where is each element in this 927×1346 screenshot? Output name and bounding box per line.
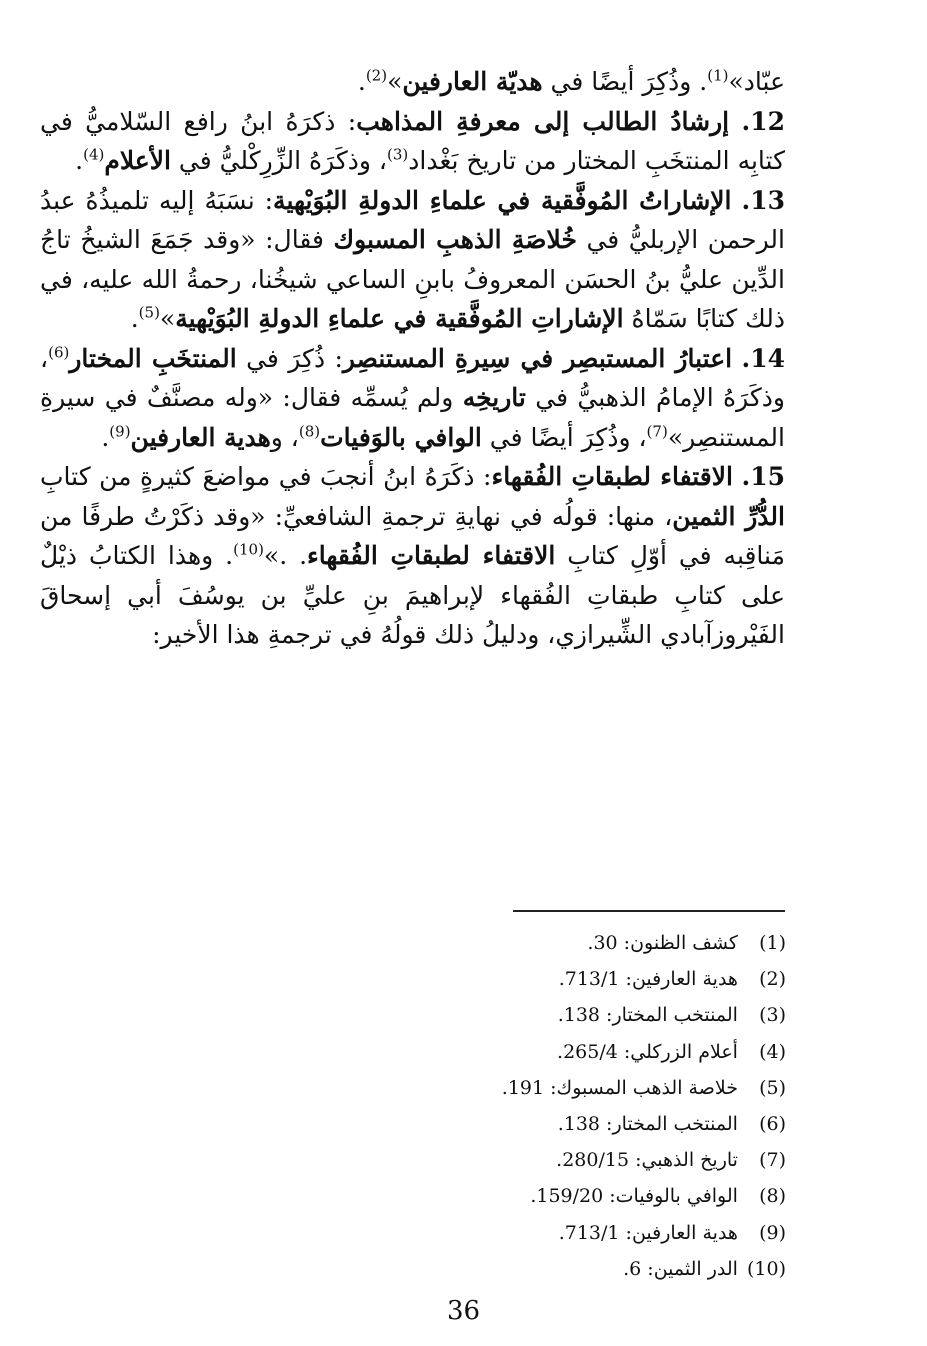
footnote-text: تاريخ الذهبي: 280/15. <box>556 1149 738 1172</box>
footnote-text: الدر الثمين: 6. <box>623 1257 738 1280</box>
footnote-number: (2) <box>759 968 786 991</box>
footnote-text: المنتخب المختار: 138. <box>557 1112 738 1135</box>
intro-text: » <box>387 67 403 96</box>
entry-text: فقال: «وقد جَمَعَ الشيخُ تاجُ الدِّين عليُّ بنُ الحسَن المعروفُ بابنِ الساعي شيخُنا، رحمةُ الله عليه، في ذلك كتابًا سَمّاهُ <box>40 225 785 333</box>
entry-number: 13. <box>741 185 785 215</box>
intro-text: . <box>357 67 366 96</box>
cited-title: المنتخَبِ المختار <box>69 343 237 373</box>
entry-text: ، منها: قولُه في نهايةِ ترجمةِ الشافعيِّ: «وقد ذكَرْتُ طرفًا من مَناقِبه في أوّلِ كتابِ <box>40 501 785 570</box>
cited-title: خُلاصَةِ الذهبِ المسبوك <box>333 225 577 254</box>
footnote-item <box>300 1218 786 1254</box>
page-number: 36 <box>446 1296 481 1326</box>
footnote-number: (10) <box>746 1257 786 1280</box>
footnotes-list <box>300 928 786 1290</box>
entry-text: . <box>130 304 139 333</box>
entry-text: » <box>159 304 176 333</box>
entry-text: ، و <box>270 422 299 452</box>
footnote-text: الوافي بالوفيات: 159/20. <box>530 1185 738 1208</box>
cited-title: الاقتفاء لطبقاتِ الفُقهاء <box>307 541 556 570</box>
entry-text: : ذكرَهُ ابنُ رافع السّلاميُّ في كتابِه <box>40 106 785 175</box>
footnote-text: هدية العارفين: 713/1. <box>558 1221 738 1244</box>
cited-title: تاريخِه <box>462 383 526 412</box>
footnote-text: خلاصة الذهب المسبوك: 191. <box>501 1076 738 1099</box>
footnote-item <box>300 1000 786 1036</box>
footnote-ref[interactable]: (10) <box>233 540 264 559</box>
entry-text: ، وذكَرَهُ الزِّرِكْليُّ في <box>170 146 387 175</box>
entry-12 <box>40 102 785 181</box>
footnote-item <box>300 928 786 964</box>
entry-number: 15. <box>741 462 785 491</box>
footnote-item <box>300 1109 786 1145</box>
entry-title: إرشادُ الطالب إلى معرفةِ المذاهب <box>356 106 730 136</box>
entry-title: اعتبارُ المستبصِر في سِيرةِ المستنصِر <box>342 343 733 373</box>
footnote-text: كشف الظنون: 30. <box>587 932 738 954</box>
entry-title: الاقتفاء لطبقاتِ الفُقهاء <box>491 462 733 491</box>
footnote-number: (1) <box>759 932 786 954</box>
entry-title: الإشاراتُ المُوفَّقية في علماءِ الدولةِ البُوَيْهية <box>273 185 732 215</box>
footnote-ref[interactable]: (3) <box>387 145 409 164</box>
footnote-number: (8) <box>759 1185 786 1208</box>
entry-text: : نسَبَهُ إليه تلميذُهُ عبدُ الرحمن الإربليُّ في <box>40 185 785 254</box>
entry-text: . وهذا الكتابُ ذيْلٌ على كتابِ طبقاتِ الفُقهاء لإبراهيمَ بنِ عليِّ بن يوسُفَ أبي إسحاقَ الفَيْروزآبادي الشِّيرازي، ودليلُ ذلك قولُهُ في ترجمةِ هذا الأخير: <box>40 541 785 649</box>
entry-text: : ذكَرَهُ ابنُ أنجبَ في مواضعَ كثيرةٍ من كتابِ <box>40 462 492 491</box>
intro-text: . وذُكِرَ أيضًا في <box>542 67 708 96</box>
footnote-ref[interactable]: (8) <box>298 422 321 441</box>
cited-title: الإشاراتِ المُوفَّقية في علماءِ الدولةِ البُوَيْهية <box>175 304 624 333</box>
entry-number: 12. <box>741 106 786 136</box>
entry-15 <box>40 457 785 655</box>
cited-title: الأعلام <box>104 146 171 175</box>
intro-paragraph <box>40 62 785 102</box>
entry-text: ولم يُسمِّه فقال: «وله مصنَّفٌ في سيرةِ المستنصِر» <box>40 383 785 452</box>
footnote-item <box>300 1145 786 1181</box>
footnote-ref[interactable]: (6) <box>48 343 70 362</box>
footnote-number: (3) <box>759 1004 786 1027</box>
footnote-separator <box>513 910 785 912</box>
entry-text: . <box>101 422 110 452</box>
intro-text: عبّاد» <box>728 67 785 96</box>
footnote-ref[interactable]: (7) <box>646 422 668 441</box>
footnote-item <box>300 964 786 1000</box>
cited-title: هدية العارفين <box>130 422 271 452</box>
footnote-number: (7) <box>759 1149 786 1172</box>
footnote-ref[interactable]: (4) <box>83 145 105 164</box>
entry-13 <box>40 181 785 339</box>
cited-title: هديّة العارفين <box>402 67 543 96</box>
footnote-ref[interactable]: (1) <box>707 66 729 85</box>
cited-title: الدُّرِّ الثمين <box>672 501 785 531</box>
footnote-ref[interactable]: (2) <box>365 66 388 85</box>
footnote-text: هدية العارفين: 713/1. <box>558 968 738 991</box>
footnote-item <box>300 1037 786 1073</box>
footnote-item <box>300 1181 786 1217</box>
footnote-item <box>300 1254 786 1290</box>
footnote-number: (6) <box>759 1112 786 1135</box>
footnote-item <box>300 1073 786 1109</box>
footnote-text: المنتخب المختار: 138. <box>557 1004 738 1027</box>
entry-text: . <box>75 146 84 175</box>
footnote-ref[interactable]: (5) <box>138 303 160 322</box>
footnote-number: (5) <box>759 1076 786 1099</box>
main-text <box>40 62 785 655</box>
entry-text: ، وذكَرَهُ الإمامُ الذهبيُّ في <box>40 343 786 412</box>
footnote-text: أعلام الزركلي: 265/4. <box>557 1040 738 1063</box>
entry-text: ، وذُكِرَ أيضًا في <box>481 422 647 452</box>
entry-text: . .» <box>263 541 308 570</box>
footnote-number: (4) <box>759 1040 786 1063</box>
entry-number: 14. <box>741 343 785 373</box>
footnote-number: (9) <box>759 1221 786 1244</box>
cited-title: المنتخَبِ المختار من تاريخ بَغْداد <box>408 146 730 175</box>
footnote-ref[interactable]: (9) <box>109 422 131 441</box>
entry-text: : ذُكِرَ في <box>236 343 343 373</box>
cited-title: الوافي بالوَفيات <box>320 422 482 452</box>
entry-14 <box>40 339 785 458</box>
